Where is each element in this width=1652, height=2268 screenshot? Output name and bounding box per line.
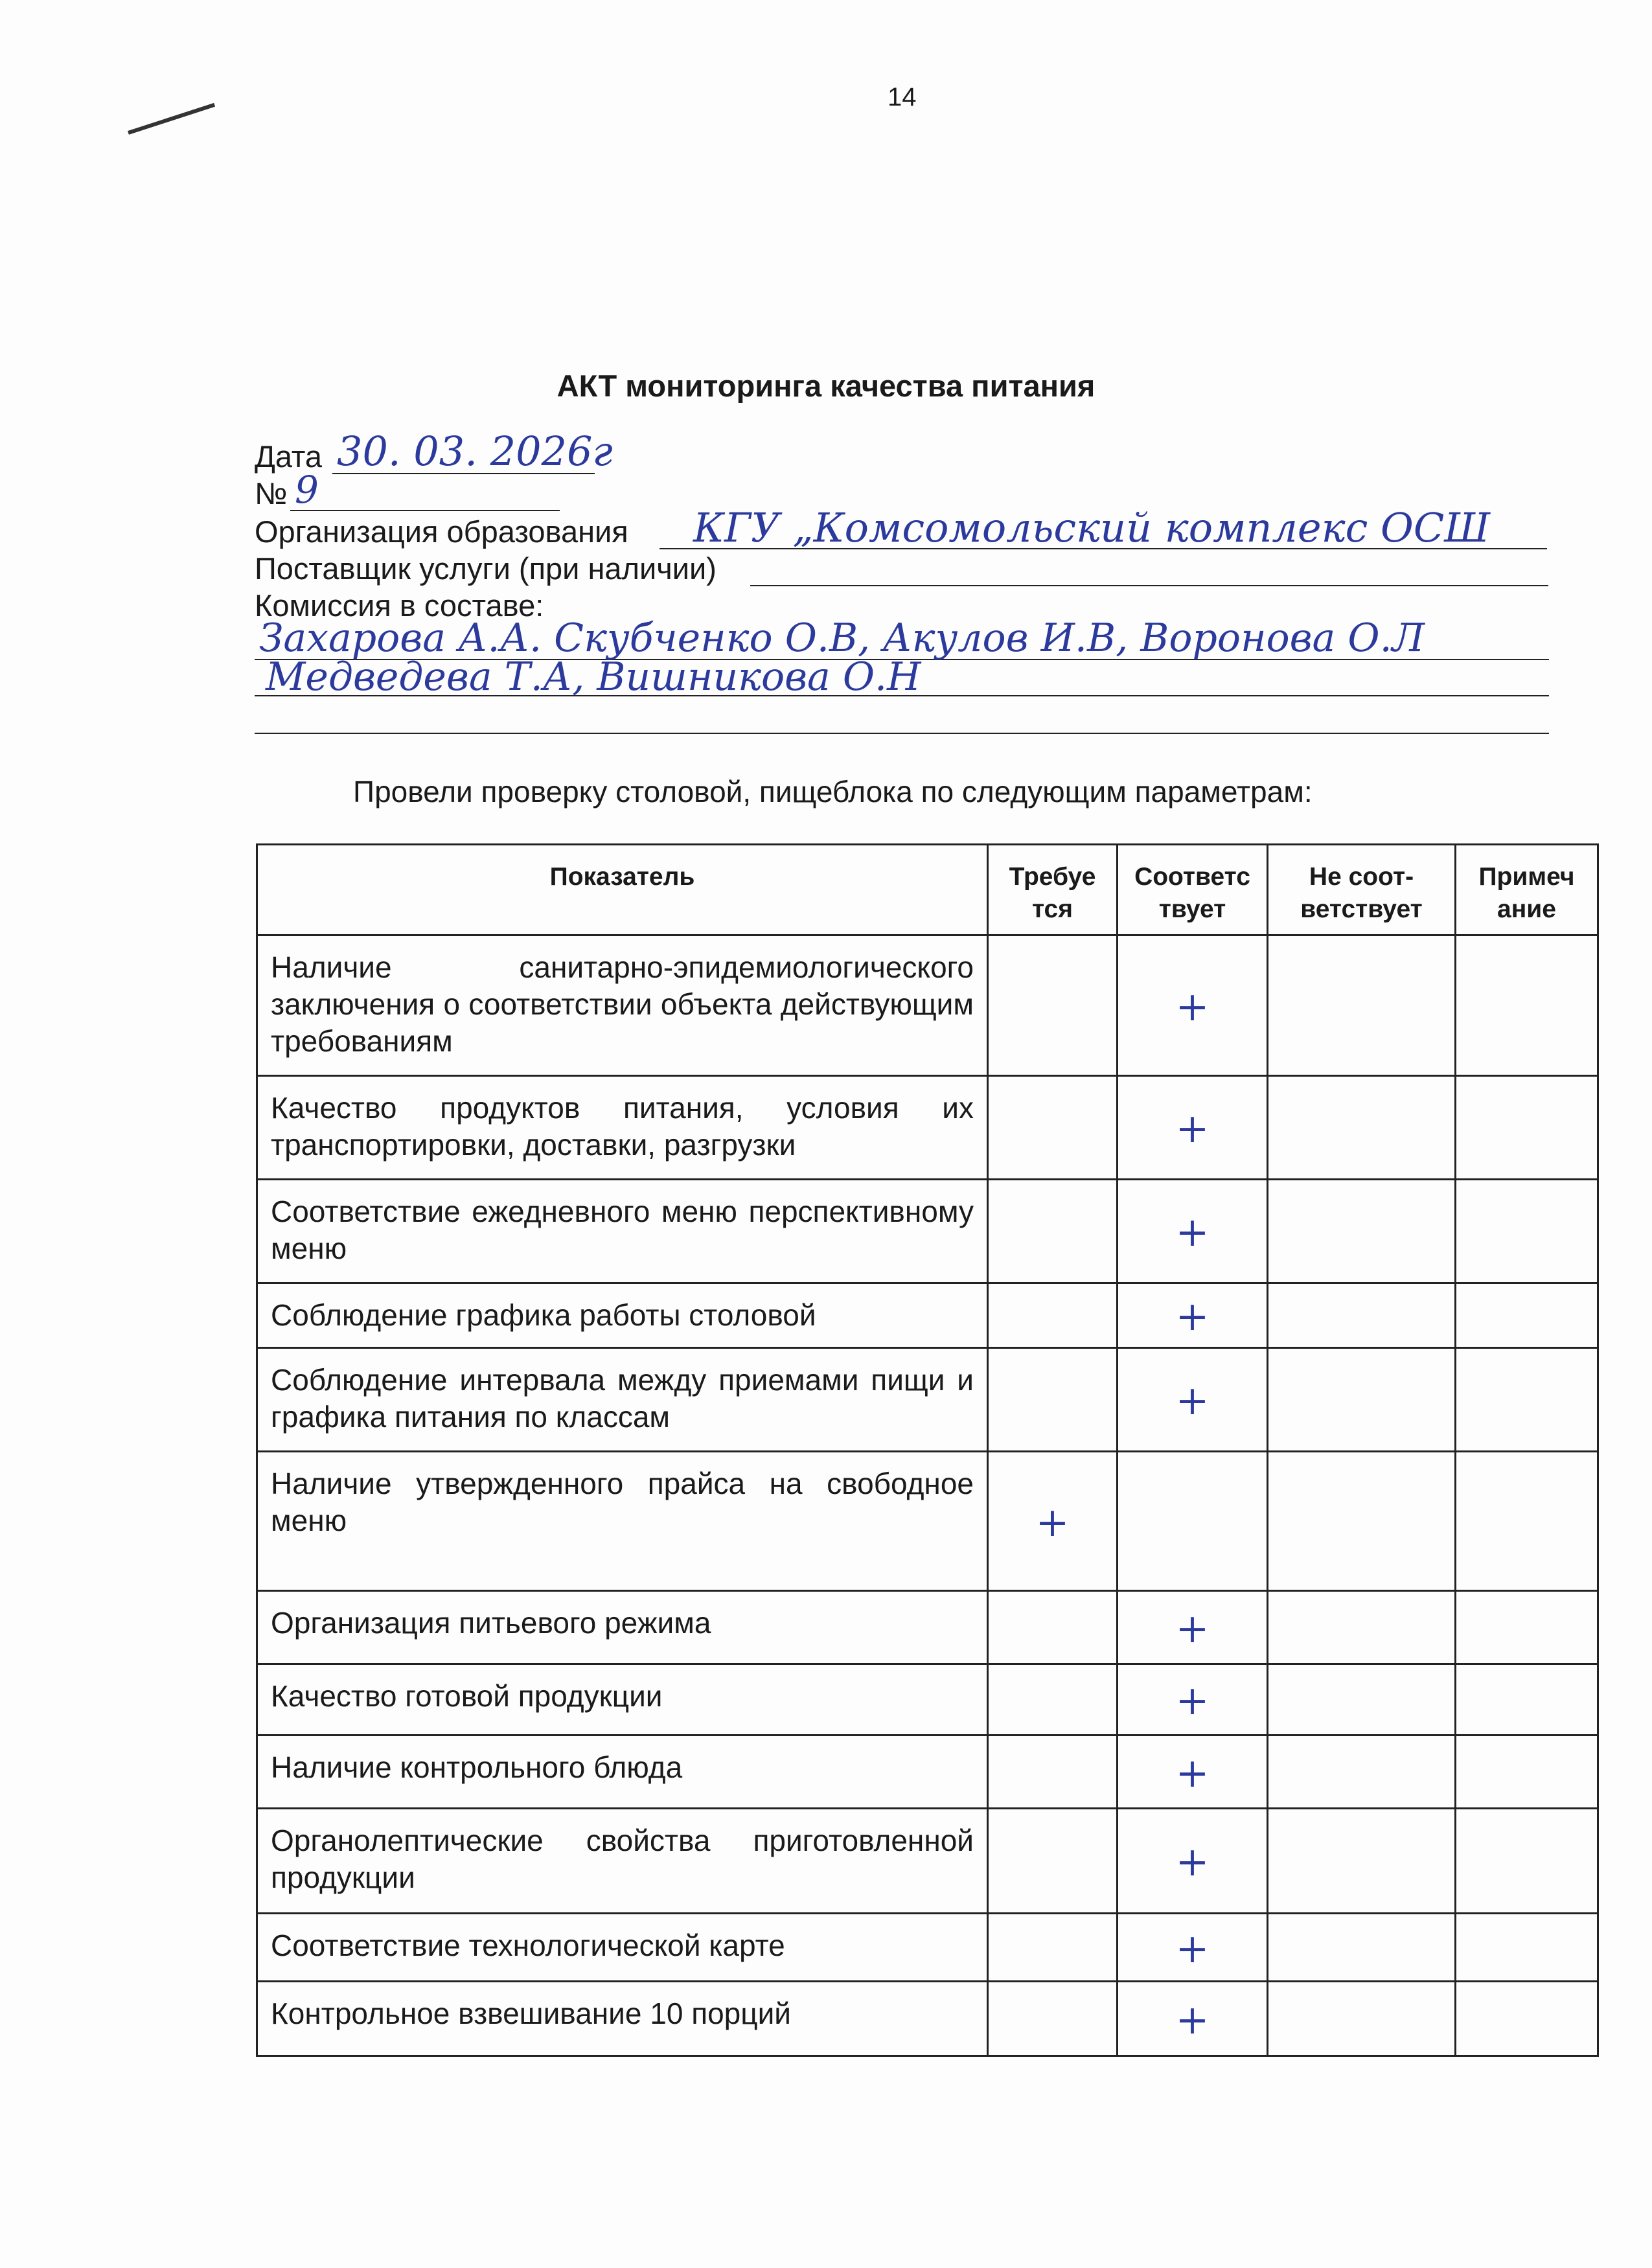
- check-mark-compliant: [1119, 1453, 1266, 1504]
- cell-indicator: Контрольное взвешивание 10 порций: [257, 1982, 988, 2056]
- commission-line-1: Захарова А.А. Скубченко О.В, Акулов И.В, Воронова О.Л: [259, 615, 1425, 661]
- check-mark-compliant: +: [1175, 1924, 1210, 1972]
- supplier-label: Поставщик услуги (при наличии): [255, 551, 717, 586]
- header-compliant: Соответс твует: [1118, 845, 1268, 935]
- cell-noncompliant: [1268, 1283, 1456, 1348]
- table-row: [257, 935, 1598, 1076]
- check-mark-noncompliant: [1269, 937, 1454, 988]
- cell-note: [1456, 1283, 1598, 1348]
- check-mark-noncompliant: [1269, 1349, 1454, 1382]
- table-row: [257, 1914, 1598, 1982]
- cell-note: [1456, 1180, 1598, 1283]
- table-row: [257, 1348, 1598, 1452]
- table-row: [257, 1982, 1598, 2056]
- check-mark-noncompliant: [1269, 1181, 1454, 1213]
- cell-compliant: [1118, 1180, 1268, 1283]
- cell-note: [1456, 1982, 1598, 2056]
- check-mark-note: [1457, 1737, 1596, 1754]
- cell-compliant: [1118, 1452, 1268, 1591]
- check-mark-note: [1457, 1666, 1596, 1682]
- table-row: [257, 1283, 1598, 1348]
- check-mark-noncompliant: [1269, 1983, 1454, 2001]
- cell-note: [1456, 1591, 1598, 1664]
- table-row: [257, 1452, 1598, 1591]
- cell-required: [988, 1591, 1118, 1664]
- cell-indicator: Наличие утвержденного прайса на свободное меню: [257, 1452, 988, 1591]
- cell-required: [988, 1914, 1118, 1982]
- cell-noncompliant: [1268, 1982, 1456, 2056]
- cell-noncompliant: [1268, 935, 1456, 1076]
- cell-indicator: Соблюдение интервала между приемами пищи и графика питания по классам: [257, 1348, 988, 1452]
- cell-compliant: [1118, 1591, 1268, 1664]
- cell-note: [1456, 1452, 1598, 1591]
- cell-indicator: Организация питьевого режима: [257, 1591, 988, 1664]
- check-mark-required: [989, 1349, 1116, 1382]
- cell-indicator: Качество готовой продукции: [257, 1664, 988, 1735]
- check-mark-required: [989, 937, 1116, 988]
- check-mark-required: [989, 1666, 1116, 1682]
- cell-compliant: [1118, 1809, 1268, 1914]
- cell-note: [1456, 1664, 1598, 1735]
- page-number: 14: [888, 83, 917, 111]
- cell-noncompliant: [1268, 1914, 1456, 1982]
- commission-line-2: Медведева Т.А, Вишникова О.Н: [266, 654, 921, 700]
- cell-compliant: [1118, 1664, 1268, 1735]
- cell-compliant: [1118, 1914, 1268, 1982]
- check-mark-compliant: +: [1175, 1677, 1210, 1724]
- cell-noncompliant: [1268, 1348, 1456, 1452]
- check-mark-noncompliant: [1269, 1666, 1454, 1682]
- check-mark-compliant: +: [1175, 1995, 1210, 2043]
- cell-indicator: Наличие контрольного блюда: [257, 1735, 988, 1809]
- check-mark-required: [989, 1915, 1116, 1930]
- table-row: [257, 1735, 1598, 1809]
- commission-underline-3: [255, 733, 1549, 734]
- check-mark-noncompliant: [1269, 1077, 1454, 1110]
- check-mark-compliant: +: [1175, 1838, 1210, 1885]
- intro-text: Провели проверку столовой, пищеблока по следующим параметрам:: [353, 775, 1313, 808]
- check-mark-note: [1457, 1285, 1596, 1298]
- cell-indicator: Соответствие технологической карте: [257, 1914, 988, 1982]
- cell-compliant: [1118, 1735, 1268, 1809]
- check-mark-noncompliant: [1269, 1453, 1454, 1504]
- number-label: №: [255, 476, 288, 510]
- check-mark-required: [989, 1983, 1116, 2001]
- cell-note: [1456, 1348, 1598, 1452]
- check-mark-required: [989, 1592, 1116, 1610]
- check-mark-note: [1457, 1810, 1596, 1843]
- cell-noncompliant: [1268, 1452, 1456, 1591]
- cell-note: [1456, 1914, 1598, 1982]
- cell-noncompliant: [1268, 1735, 1456, 1809]
- cell-note: [1456, 1735, 1598, 1809]
- monitoring-table: [256, 843, 1599, 2057]
- document-title: АКТ мониторинга качества питания: [556, 369, 1096, 403]
- header-noncompliant: Не соот-ветствует: [1268, 845, 1456, 935]
- cell-indicator: Качество продуктов питания, условия их транспортировки, доставки, разгрузки: [257, 1076, 988, 1180]
- number-value: 9: [295, 468, 319, 512]
- cell-compliant: [1118, 1982, 1268, 2056]
- check-mark-compliant: +: [1175, 1377, 1210, 1424]
- cell-compliant: [1118, 1348, 1268, 1452]
- cell-noncompliant: [1268, 1076, 1456, 1180]
- check-mark-required: [989, 1181, 1116, 1213]
- number-underline: [290, 510, 560, 511]
- cell-indicator: Соответствие ежедневного меню перспективному меню: [257, 1180, 988, 1283]
- cell-required: [988, 1809, 1118, 1914]
- cell-required: [988, 1735, 1118, 1809]
- date-value: 30. 03. 2026г: [337, 428, 613, 475]
- header-required: Требуе тся: [988, 845, 1118, 935]
- check-mark-required: [989, 1810, 1116, 1843]
- cell-compliant: [1118, 1283, 1268, 1348]
- table-row: [257, 1664, 1598, 1735]
- cell-compliant: [1118, 1076, 1268, 1180]
- table-row: [257, 1809, 1598, 1914]
- cell-required: [988, 1664, 1118, 1735]
- check-mark-compliant: +: [1175, 1208, 1210, 1255]
- check-mark-note: [1457, 1915, 1596, 1930]
- check-mark-note: [1457, 1983, 1596, 2001]
- cell-note: [1456, 935, 1598, 1076]
- org-label: Организация образования: [255, 514, 628, 549]
- cell-required: [988, 935, 1118, 1076]
- cell-noncompliant: [1268, 1809, 1456, 1914]
- check-mark-compliant: +: [1175, 1748, 1210, 1796]
- cell-indicator: Органолептические свойства приготовленной продукции: [257, 1809, 988, 1914]
- check-mark-noncompliant: [1269, 1915, 1454, 1930]
- check-mark-required: [989, 1737, 1116, 1754]
- check-mark-note: [1457, 1077, 1596, 1110]
- table-header-row: [257, 845, 1598, 935]
- check-mark-noncompliant: [1269, 1810, 1454, 1843]
- check-mark-noncompliant: [1269, 1285, 1454, 1298]
- check-mark-note: [1457, 1592, 1596, 1610]
- table-row: [257, 1591, 1598, 1664]
- check-mark-noncompliant: [1269, 1737, 1454, 1754]
- cell-compliant: [1118, 935, 1268, 1076]
- org-value: КГУ „Комсомольский комплекс ОСШ: [693, 504, 1491, 551]
- cell-required: [988, 1076, 1118, 1180]
- check-mark-note: [1457, 1181, 1596, 1213]
- pen-stroke-mark: [128, 103, 215, 135]
- check-mark-compliant: +: [1175, 1604, 1210, 1652]
- cell-required: [988, 1348, 1118, 1452]
- header-indicator: Показатель: [257, 845, 988, 935]
- cell-indicator: Наличие санитарно-эпидемиологического заключения о соответствии объекта действующим требованиям: [257, 935, 988, 1076]
- check-mark-compliant: +: [1175, 1292, 1210, 1340]
- cell-required: [988, 1452, 1118, 1591]
- check-mark-required: +: [1035, 1498, 1070, 1546]
- commission-label: Комиссия в составе:: [255, 588, 544, 623]
- cell-note: [1456, 1076, 1598, 1180]
- cell-noncompliant: [1268, 1180, 1456, 1283]
- cell-required: [988, 1283, 1118, 1348]
- cell-required: [988, 1982, 1118, 2056]
- check-mark-compliant: +: [1175, 1105, 1210, 1152]
- check-mark-noncompliant: [1269, 1592, 1454, 1610]
- check-mark-required: [989, 1077, 1116, 1110]
- table-row: [257, 1180, 1598, 1283]
- header-note: Примеч ание: [1456, 845, 1598, 935]
- check-mark-compliant: +: [1175, 982, 1210, 1030]
- cell-noncompliant: [1268, 1591, 1456, 1664]
- cell-required: [988, 1180, 1118, 1283]
- date-label: Дата: [255, 439, 323, 474]
- check-mark-note: [1457, 1349, 1596, 1382]
- check-mark-note: [1457, 937, 1596, 988]
- check-mark-note: [1457, 1453, 1596, 1504]
- supplier-underline: [750, 585, 1548, 586]
- cell-noncompliant: [1268, 1664, 1456, 1735]
- cell-indicator: Соблюдение графика работы столовой: [257, 1283, 988, 1348]
- check-mark-required: [989, 1285, 1116, 1298]
- cell-note: [1456, 1809, 1598, 1914]
- table-row: [257, 1076, 1598, 1180]
